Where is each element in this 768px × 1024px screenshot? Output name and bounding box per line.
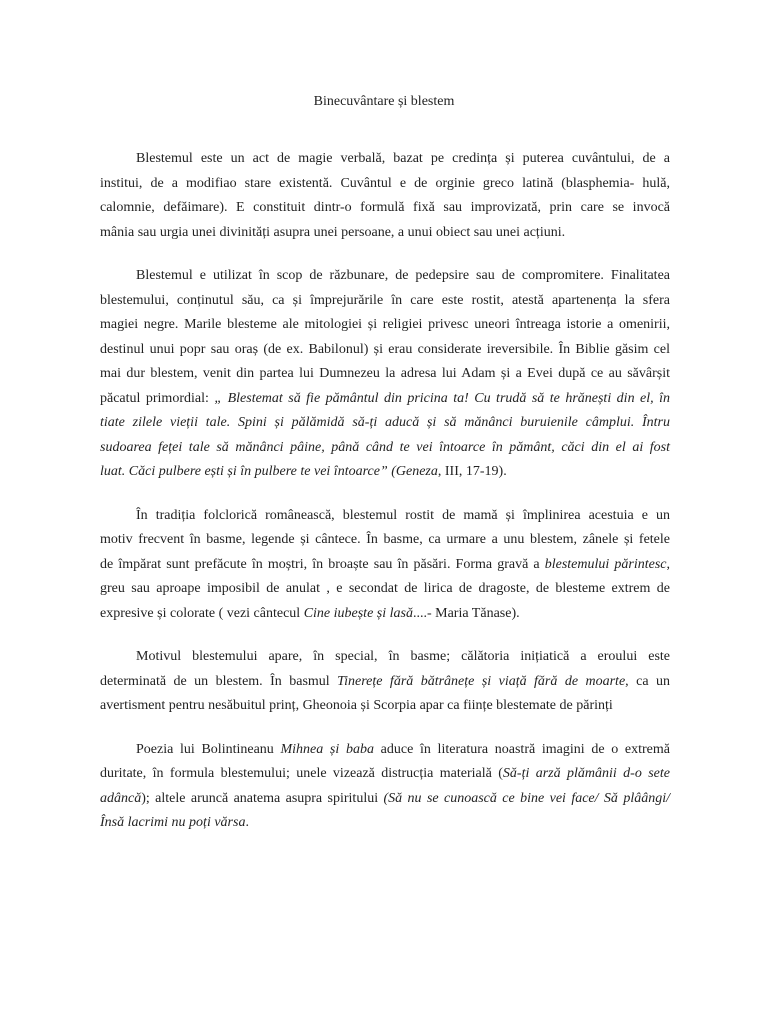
text-run: expresive și colorate ( vezi cântecul <box>100 605 304 621</box>
italic-run: Cine iubește și lasă <box>303 605 413 621</box>
paragraph <box>100 147 670 245</box>
italic-run: luat. Căci pulbere ești și în pulbere te vei întoarce” ( <box>100 464 396 479</box>
text-run: , <box>666 556 670 572</box>
text-run: mai dur blestem, venit din partea lui Dumnezeu la adresa lui Adam și a Evei după ce au săvârșit <box>100 366 670 381</box>
text-run: ....- Maria Tănase). <box>412 605 520 621</box>
text-run: păcatul primordial: <box>100 390 215 406</box>
text-line <box>100 411 670 436</box>
text-run: Blestemul este un act de magie verbală, bazat pe credința și puterea cuvântului, de a <box>136 151 670 166</box>
text-line <box>100 645 670 670</box>
text-run: În tradiția folclorică românească, blestemul rostit de mamă și împlinirea acestuia e un <box>136 507 670 523</box>
text-line <box>100 670 670 695</box>
text-line <box>100 387 670 412</box>
text-line <box>100 221 670 246</box>
paragraph <box>100 738 670 836</box>
text-line <box>100 762 670 787</box>
text-run: de împărat sunt prefăcute în moștri, în broaște sau în păsări. Forma gravă a <box>100 556 545 572</box>
text-line <box>100 362 670 387</box>
text-line <box>100 553 670 578</box>
text-line <box>100 289 670 314</box>
text-line <box>100 147 670 172</box>
text-run: determinată de un blestem. În basmul <box>100 673 338 689</box>
text-line <box>100 577 670 602</box>
text-run: Motivul blestemului apare, în special, în basme; călătoria inițiatică a eroului este <box>136 649 670 664</box>
text-run: magiei negre. Marile blesteme ale mitologiei și religiei privesc uneori întreaga istorie a omenirii, <box>100 317 670 332</box>
text-line <box>100 811 670 836</box>
text-run: blestemului, conținutul său, ca și împrejurările în care este rostit, atestă apartenența la sfera <box>100 292 670 308</box>
text-line <box>100 694 670 719</box>
text-line <box>100 338 670 363</box>
text-run: avertisment pentru nesăbuitul prinț, Gheonoia și Scorpia apar ca ființe blestemate de părinți <box>100 698 613 713</box>
text-line <box>100 172 670 197</box>
italic-run: adâncă <box>100 790 142 806</box>
text-run: duritate, în formula blestemului; unele vizează distrucția materială ( <box>100 766 503 781</box>
text-line <box>100 504 670 529</box>
italic-run: tiate zilele vieții tale. Spini și pălămidă să-ți aducă și să mănânci buruienile câmplui. Întru <box>100 415 670 430</box>
text-line <box>100 313 670 338</box>
text-line <box>100 264 670 289</box>
text-run: mânia sau urgia unei divinități asupra unei persoane, a unui obiect sau unei acțiuni. <box>100 224 566 240</box>
text-line <box>100 196 670 221</box>
italic-run: Mihnea și baba <box>280 741 374 757</box>
document-title: Binecuvântare și blestem <box>313 94 455 109</box>
text-run: , III, 17-19). <box>437 464 507 479</box>
text-run: calomnie, defăimare). E constituit dintr-o formulă fixă sau improvizată, prin care se invocă <box>100 200 670 215</box>
italic-run: Geneza <box>395 464 438 479</box>
text-run: . <box>245 815 249 830</box>
text-run: ); altele aruncă anatema asupra spiritului <box>141 790 384 806</box>
italic-run: Tinerețe fără bătrânețe și viață fără de moarte <box>337 673 626 689</box>
paragraph <box>100 645 670 719</box>
text-run: greu sau aproape imposibil de anulat , e secondat de lirica de dragoste, de blesteme extrem de <box>100 581 670 596</box>
text-run: aduce în literatura noastră imagini de o extremă <box>373 741 671 757</box>
paragraph <box>100 264 670 485</box>
text-run: institui, de a modifiao stare existentă. Cuvântul e de orginie greco latină (blasphemia- hulă, <box>100 175 670 191</box>
text-run: Blestemul e utilizat în scop de răzbunare, de pedepsire sau de compromitere. Finalitatea <box>136 268 670 283</box>
text-run: destinul unui popr sau oraș (de ex. Babilonul) și erau considerate ireversibile. În Biblie găsim cel <box>100 341 670 357</box>
paragraph <box>100 504 670 627</box>
italic-run: (Să nu se cunoască ce bine vei face/ Să plâângi/ <box>383 790 670 806</box>
text-run: , ca un <box>625 673 670 689</box>
text-run: motiv frecvent în basme, legende și cântece. În basme, ca urmare a unu blestem, zânele și fetele <box>100 532 670 547</box>
italic-run: „ Blestemat să fie pământul din pricina ta! Cu trudă să te hrănești din el, în <box>214 390 670 406</box>
italic-run: sudoarea feței tale să mănânci pâine, până când te vei întoarce în pământ, căci din el ai fost <box>100 439 670 455</box>
text-line <box>100 528 670 553</box>
italic-run: Să-ți arză plămânii d-o sete <box>502 766 671 781</box>
text-line <box>100 787 670 812</box>
text-run: Poezia lui Bolintineanu <box>136 741 281 757</box>
text-line <box>100 436 670 461</box>
italic-run: blestemului părintesc <box>544 556 667 572</box>
text-line <box>100 738 670 763</box>
italic-run: Însă lacrimi nu poți vărsa <box>100 815 246 830</box>
text-line <box>100 460 670 485</box>
text-line <box>100 602 670 627</box>
document-body <box>100 147 670 855</box>
